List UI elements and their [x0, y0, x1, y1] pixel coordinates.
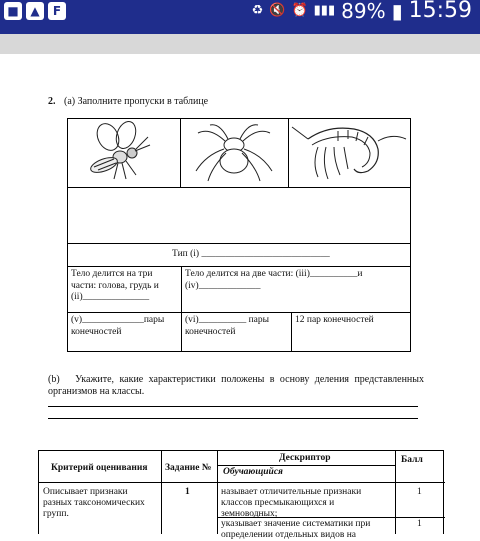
rubric-subheader-divider	[217, 465, 395, 466]
system-icons	[252, 0, 472, 23]
notification-icon: ■	[4, 2, 22, 20]
app-toolbar	[0, 34, 480, 54]
header-descriptor: Дескриптор	[279, 453, 331, 463]
shrimp-image	[288, 119, 410, 187]
notification-icons	[4, 0, 66, 22]
row1-score1: 1	[417, 487, 422, 497]
status-bar	[0, 0, 480, 34]
header-student: Обучающийся	[223, 467, 283, 477]
answer-line	[48, 406, 418, 407]
part-b-text: Укажите, какие характеристики положены в основу деления представленных организмов на классы.	[48, 374, 425, 397]
body-division-row	[68, 267, 410, 313]
question-part-a: (a) Заполните пропуски в таблице	[64, 96, 209, 107]
battery-icon: ▮	[391, 0, 403, 23]
answer-line	[48, 418, 418, 419]
limbs-row	[68, 313, 410, 351]
limbs-v: (v)_____________пары конечностей	[68, 313, 182, 351]
flipboard-icon: F	[48, 2, 66, 20]
rubric-row-divider	[217, 517, 445, 518]
part-b-label: (b)	[48, 374, 60, 385]
clock: 15:59	[408, 0, 472, 23]
alarm-icon: ⏰	[291, 3, 308, 18]
tip-label: Тип (i) ___________________________	[172, 249, 330, 259]
header-score: Балл	[401, 455, 423, 465]
sync-icon: ♻	[251, 3, 264, 18]
limbs-vi: (vi)__________ пары конечностей	[182, 313, 292, 351]
row1-desc2: указывает значение систематики при определении отдельных видов на	[221, 519, 371, 540]
question-part-b	[48, 374, 424, 398]
battery-percent: 89%	[341, 0, 386, 23]
row1-desc1: называет отличительные признаки классов пресмыкающихся и земноводных;	[221, 487, 362, 519]
spacer-row	[68, 187, 410, 243]
mute-icon: 🔇	[269, 3, 286, 18]
insect-image	[68, 119, 181, 187]
images-row	[68, 119, 410, 188]
header-task: Задание №	[165, 463, 212, 473]
body-two-parts: Тело делится на две части: (iii)__________и (iv)_____________	[185, 269, 363, 291]
signal-icon: ▮▮▮	[313, 3, 336, 18]
rubric-table	[38, 450, 444, 540]
row1-criterion: Описывает признаки разных таксономических групп.	[43, 487, 145, 519]
header-criterion: Критерий оценивания	[51, 463, 148, 473]
photo-icon: ▲	[26, 2, 44, 20]
question-header	[48, 96, 208, 107]
row1-task: 1	[185, 487, 190, 497]
classification-table	[67, 118, 411, 352]
body-three-parts: Тело делится на три части: голова, грудь и (ii)______________	[68, 267, 182, 313]
row1-score2: 1	[417, 519, 422, 529]
document-page	[0, 54, 480, 540]
question-number: 2.	[48, 96, 56, 107]
tip-row	[68, 243, 410, 267]
spider-image	[180, 119, 289, 187]
limbs-12: 12 пар конечностей	[295, 315, 374, 325]
